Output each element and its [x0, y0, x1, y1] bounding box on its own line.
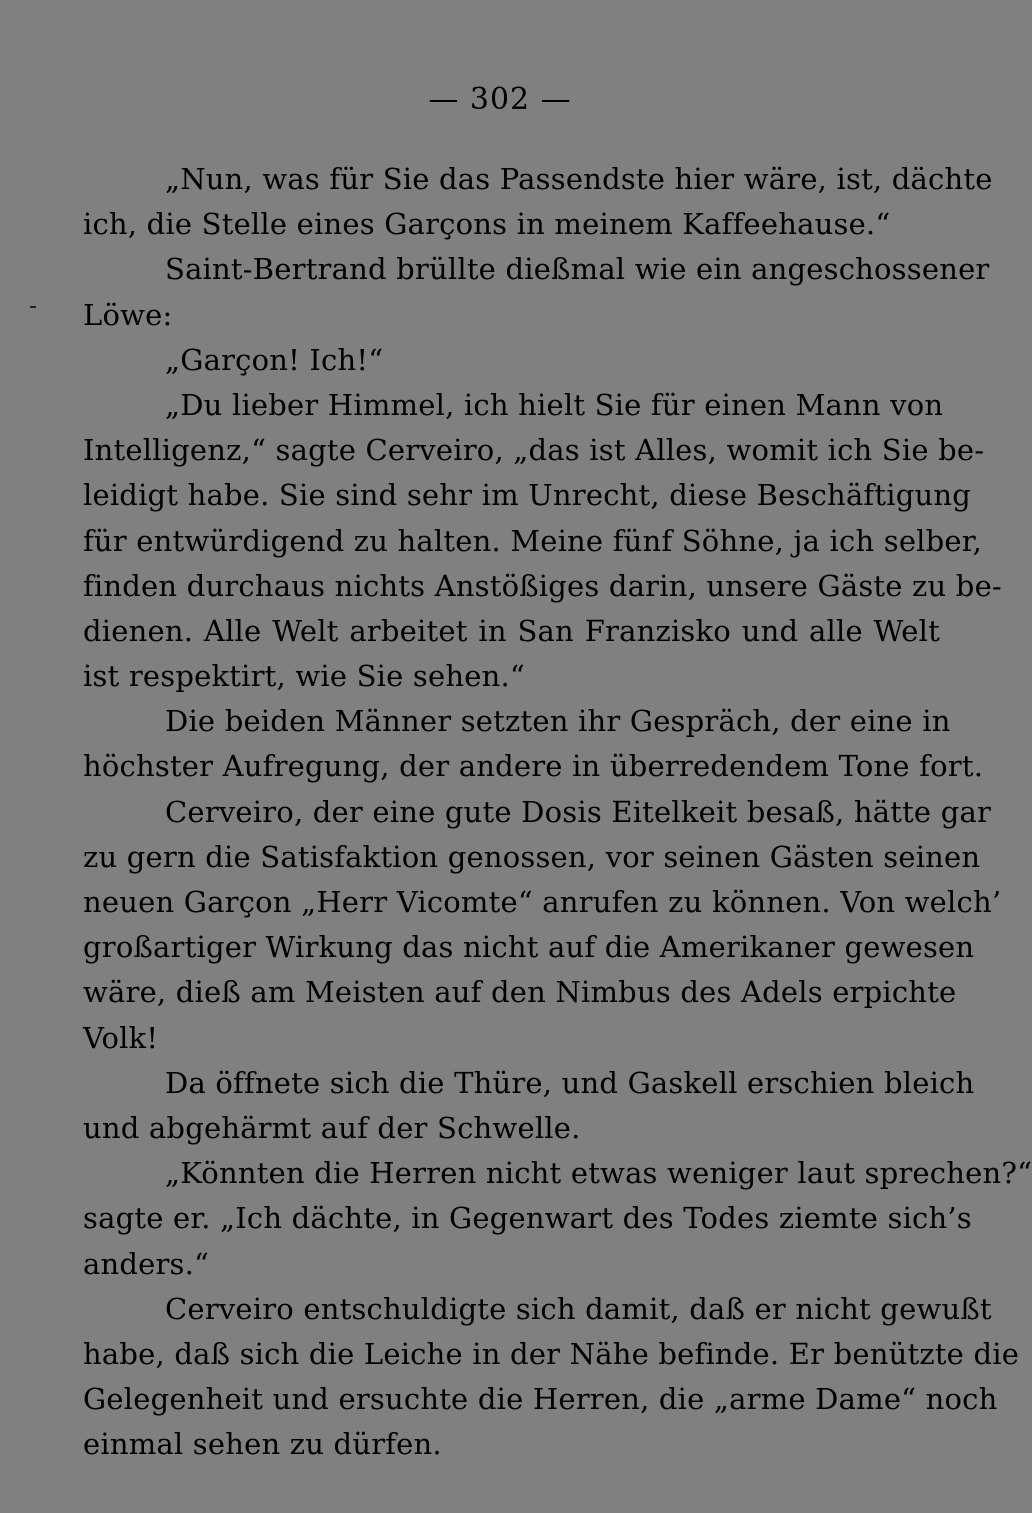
text-line: Intelligenz,“ sagte Cerveiro, „das ist Alles, womit ich Sie be- [83, 433, 985, 468]
text-line: für entwürdigend zu halten. Meine fünf Söhne, ja ich selber, [83, 523, 983, 558]
text-line: „Du lieber Himmel, ich hielt Sie für einen Mann von [165, 387, 944, 422]
text-line: großartiger Wirkung das nicht auf die Amerikaner gewesen [83, 930, 975, 965]
text-line: „Garçon! Ich!“ [165, 342, 384, 377]
text-line: ist respektirt, wie Sie sehen.“ [83, 659, 525, 694]
text-line: und abgehärmt auf der Schwelle. [83, 1110, 581, 1145]
text-line: „Könnten die Herren nicht etwas weniger laut sprechen?“ [165, 1156, 1032, 1191]
text-line: „Nun, was für Sie das Passendste hier wäre, ist, dächte [165, 162, 993, 196]
text-line: Löwe: [83, 297, 173, 332]
text-line: Saint-Bertrand brüllte dießmal wie ein angeschossener [165, 252, 990, 287]
body-text [83, 157, 1032, 1467]
text-line: Die beiden Männer setzten ihr Gespräch, der eine in [165, 704, 951, 739]
text-line: Volk! [83, 1020, 159, 1055]
text-line: Da öffnete sich die Thüre, und Gaskell erschien bleich [165, 1065, 975, 1100]
text-line: Cerveiro entschuldigte sich damit, daß er nicht gewußt [165, 1291, 992, 1326]
print-speck [30, 306, 36, 308]
text-line: anders.“ [83, 1246, 210, 1281]
text-line: ich, die Stelle eines Garçons in meinem Kaffeehause.“ [83, 207, 891, 242]
text-line: leidigt habe. Sie sind sehr im Unrecht, diese Beschäftigung [83, 478, 971, 513]
text-line: sagte er. „Ich dächte, in Gegenwart des Todes ziemte sich’s [83, 1201, 972, 1236]
text-line: höchster Aufregung, der andere in überredendem Tone fort. [83, 749, 984, 784]
page-number: — 302 — [428, 82, 572, 117]
text-line: wäre, dieß am Meisten auf den Nimbus des Adels erpichte [83, 975, 957, 1010]
text-line: dienen. Alle Welt arbeitet in San Franzisko und alle Welt [83, 613, 940, 648]
text-line: einmal sehen zu dürfen. [83, 1427, 442, 1462]
text-line: neuen Garçon „Herr Vicomte“ anrufen zu können. Von welch’ [83, 885, 1002, 919]
text-line: habe, daß sich die Leiche in der Nähe befinde. Er benützte die [83, 1336, 1020, 1371]
text-line: Gelegenheit und ersuchte die Herren, die „arme Dame“ noch [83, 1382, 998, 1417]
text-line: zu gern die Satisfaktion genossen, vor seinen Gästen seinen [83, 839, 981, 874]
text-line: Cerveiro, der eine gute Dosis Eitelkeit besaß, hätte gar [165, 794, 992, 829]
text-line: finden durchaus nichts Anstößiges darin, unsere Gäste zu be- [83, 568, 1002, 603]
